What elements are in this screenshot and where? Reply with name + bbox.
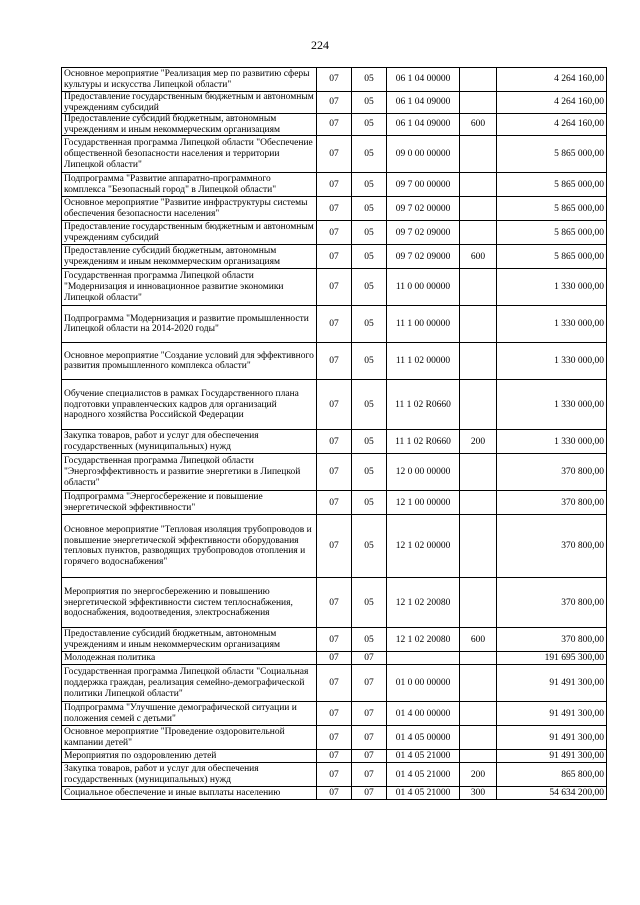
table-row — [62, 197, 607, 221]
row-expense-type — [460, 454, 497, 491]
row-expense-type — [460, 269, 497, 306]
row-subsection: 05 — [352, 454, 387, 491]
row-target-code: 09 7 02 00000 — [387, 197, 460, 221]
table-row — [62, 269, 607, 306]
row-target-code — [387, 652, 460, 665]
row-name: Подпрограмма "Улучшение демографической ситуации и положения семей с детьми" — [62, 702, 317, 726]
row-amount: 4 264 160,00 — [497, 68, 607, 92]
row-target-code: 09 7 00 00000 — [387, 173, 460, 197]
row-subsection: 05 — [352, 92, 387, 114]
row-target-code: 12 1 00 00000 — [387, 491, 460, 515]
row-amount: 865 800,00 — [497, 763, 607, 787]
row-expense-type — [460, 380, 497, 430]
table-row — [62, 665, 607, 702]
row-expense-type: 600 — [460, 628, 497, 652]
table-row — [62, 380, 607, 430]
table-row — [62, 245, 607, 269]
row-target-code: 09 7 02 09000 — [387, 245, 460, 269]
row-name: Подпрограмма "Модернизация и развитие промышленности Липецкой области на 2014-2020 годы" — [62, 306, 317, 343]
table-row — [62, 763, 607, 787]
row-name: Мероприятия по оздоровлению детей — [62, 750, 317, 763]
row-amount: 5 865 000,00 — [497, 173, 607, 197]
row-name: Предоставление государственным бюджетным и автономным учреждениям субсидий — [62, 221, 317, 245]
row-amount: 1 330 000,00 — [497, 380, 607, 430]
row-expense-type — [460, 136, 497, 173]
row-subsection: 05 — [352, 628, 387, 652]
row-amount: 91 491 300,00 — [497, 750, 607, 763]
row-section: 07 — [317, 221, 352, 245]
table-row — [62, 454, 607, 491]
row-target-code: 01 4 05 21000 — [387, 787, 460, 800]
row-name: Государственная программа Липецкой области "Модернизация и инновационное развитие экономики Липецкой области" — [62, 269, 317, 306]
row-expense-type — [460, 578, 497, 628]
row-name: Закупка товаров, работ и услуг для обеспечения государственных (муниципальных) нужд — [62, 430, 317, 454]
row-section: 07 — [317, 491, 352, 515]
row-subsection: 07 — [352, 726, 387, 750]
row-name: Предоставление субсидий бюджетным, автономным учреждениям и иным некоммерческим организациям — [62, 628, 317, 652]
row-subsection: 07 — [352, 763, 387, 787]
row-name: Мероприятия по энергосбережению и повышению энергетической эффективности систем теплоснабжения, водоснабжения, водоотведения, электроснабжения — [62, 578, 317, 628]
row-subsection: 05 — [352, 245, 387, 269]
row-expense-type — [460, 197, 497, 221]
row-amount: 91 491 300,00 — [497, 702, 607, 726]
row-section: 07 — [317, 343, 352, 380]
table-row — [62, 702, 607, 726]
row-name: Предоставление государственным бюджетным и автономным учреждениям субсидий — [62, 92, 317, 114]
row-subsection: 05 — [352, 578, 387, 628]
row-target-code: 01 4 05 00000 — [387, 726, 460, 750]
row-section: 07 — [317, 454, 352, 491]
row-section: 07 — [317, 515, 352, 578]
table-row — [62, 114, 607, 136]
row-subsection: 05 — [352, 221, 387, 245]
row-name: Закупка товаров, работ и услуг для обеспечения государственных (муниципальных) нужд — [62, 763, 317, 787]
row-amount: 370 800,00 — [497, 628, 607, 652]
table-row — [62, 221, 607, 245]
row-target-code: 01 4 05 21000 — [387, 750, 460, 763]
row-section: 07 — [317, 787, 352, 800]
row-expense-type — [460, 221, 497, 245]
row-section: 07 — [317, 380, 352, 430]
row-name: Государственная программа Липецкой области "Энергоэффективность и развитие энергетики в Липецкой области" — [62, 454, 317, 491]
table-row — [62, 628, 607, 652]
row-name: Основное мероприятие "Проведение оздоровительной кампании детей" — [62, 726, 317, 750]
row-target-code: 01 4 00 00000 — [387, 702, 460, 726]
row-subsection: 05 — [352, 380, 387, 430]
row-amount: 5 865 000,00 — [497, 221, 607, 245]
row-target-code: 12 0 00 00000 — [387, 454, 460, 491]
row-expense-type — [460, 343, 497, 380]
row-section: 07 — [317, 628, 352, 652]
row-expense-type — [460, 515, 497, 578]
table-row — [62, 136, 607, 173]
row-target-code: 09 7 02 09000 — [387, 221, 460, 245]
row-amount: 91 491 300,00 — [497, 665, 607, 702]
row-target-code: 09 0 00 00000 — [387, 136, 460, 173]
row-amount: 370 800,00 — [497, 578, 607, 628]
row-subsection: 05 — [352, 343, 387, 380]
table-row — [62, 68, 607, 92]
table-row — [62, 726, 607, 750]
row-section: 07 — [317, 702, 352, 726]
row-name: Предоставление субсидий бюджетным, автономным учреждениям и иным некоммерческим организациям — [62, 114, 317, 136]
row-amount: 1 330 000,00 — [497, 430, 607, 454]
row-subsection: 05 — [352, 515, 387, 578]
row-amount: 1 330 000,00 — [497, 269, 607, 306]
row-name: Основное мероприятие "Создание условий для эффективного развития промышленного комплекса области" — [62, 343, 317, 380]
table-row — [62, 92, 607, 114]
row-target-code: 01 0 00 00000 — [387, 665, 460, 702]
row-section: 07 — [317, 306, 352, 343]
row-subsection: 05 — [352, 430, 387, 454]
table-row — [62, 515, 607, 578]
table-row — [62, 343, 607, 380]
row-section: 07 — [317, 750, 352, 763]
row-amount: 4 264 160,00 — [497, 114, 607, 136]
row-subsection: 07 — [352, 787, 387, 800]
table-row — [62, 491, 607, 515]
row-name: Обучение специалистов в рамках Государственного плана подготовки управленческих кадров для организаций народного хозяйства Российской Федерации — [62, 380, 317, 430]
row-section: 07 — [317, 173, 352, 197]
row-expense-type — [460, 306, 497, 343]
row-section: 07 — [317, 430, 352, 454]
row-expense-type: 200 — [460, 763, 497, 787]
row-expense-type — [460, 665, 497, 702]
row-subsection: 05 — [352, 173, 387, 197]
row-target-code: 06 1 04 09000 — [387, 114, 460, 136]
row-expense-type — [460, 702, 497, 726]
row-expense-type — [460, 173, 497, 197]
table-row — [62, 430, 607, 454]
row-expense-type — [460, 92, 497, 114]
row-subsection: 05 — [352, 114, 387, 136]
row-section: 07 — [317, 114, 352, 136]
row-subsection: 07 — [352, 702, 387, 726]
row-target-code: 12 1 02 00000 — [387, 515, 460, 578]
row-section: 07 — [317, 245, 352, 269]
budget-table-body — [62, 68, 607, 800]
row-subsection: 05 — [352, 197, 387, 221]
row-subsection: 07 — [352, 750, 387, 763]
row-subsection: 05 — [352, 269, 387, 306]
row-name: Государственная программа Липецкой области "Обеспечение общественной безопасности населения и территории Липецкой области" — [62, 136, 317, 173]
row-name: Основное мероприятие "Реализация мер по развитию сферы культуры и искусства Липецкой области" — [62, 68, 317, 92]
row-amount: 4 264 160,00 — [497, 92, 607, 114]
row-amount: 91 491 300,00 — [497, 726, 607, 750]
row-target-code: 11 1 02 R0660 — [387, 380, 460, 430]
row-section: 07 — [317, 92, 352, 114]
table-row — [62, 306, 607, 343]
row-subsection: 05 — [352, 491, 387, 515]
row-name: Подпрограмма "Развитие аппаратно-программного комплекса "Безопасный город" в Липецкой области" — [62, 173, 317, 197]
row-section: 07 — [317, 136, 352, 173]
row-target-code: 12 1 02 20080 — [387, 578, 460, 628]
table-row — [62, 173, 607, 197]
row-section: 07 — [317, 197, 352, 221]
row-amount: 370 800,00 — [497, 491, 607, 515]
row-subsection: 05 — [352, 306, 387, 343]
row-name: Подпрограмма "Энергосбережение и повышение энергетической эффективности" — [62, 491, 317, 515]
row-section: 07 — [317, 726, 352, 750]
row-amount: 191 695 300,00 — [497, 652, 607, 665]
row-subsection: 07 — [352, 652, 387, 665]
row-expense-type — [460, 652, 497, 665]
row-expense-type — [460, 726, 497, 750]
row-expense-type: 300 — [460, 787, 497, 800]
row-section: 07 — [317, 665, 352, 702]
table-row — [62, 750, 607, 763]
row-expense-type — [460, 68, 497, 92]
page-number: 224 — [311, 38, 329, 52]
row-subsection: 05 — [352, 136, 387, 173]
row-amount: 54 634 200,00 — [497, 787, 607, 800]
row-subsection: 05 — [352, 68, 387, 92]
budget-table — [61, 67, 607, 800]
row-section: 07 — [317, 578, 352, 628]
row-amount: 370 800,00 — [497, 515, 607, 578]
table-row — [62, 787, 607, 800]
row-target-code: 12 1 02 20080 — [387, 628, 460, 652]
row-section: 07 — [317, 68, 352, 92]
row-section: 07 — [317, 763, 352, 787]
row-target-code: 06 1 04 00000 — [387, 68, 460, 92]
row-name: Предоставление субсидий бюджетным, автономным учреждениям и иным некоммерческим организациям — [62, 245, 317, 269]
row-name: Молодежная политика — [62, 652, 317, 665]
row-amount: 1 330 000,00 — [497, 306, 607, 343]
row-expense-type: 600 — [460, 245, 497, 269]
row-target-code: 11 1 02 00000 — [387, 343, 460, 380]
row-expense-type — [460, 491, 497, 515]
row-target-code: 11 1 02 R0660 — [387, 430, 460, 454]
row-subsection: 07 — [352, 665, 387, 702]
row-name: Основное мероприятие "Развитие инфраструктуры системы обеспечения безопасности населения" — [62, 197, 317, 221]
row-target-code: 11 1 00 00000 — [387, 306, 460, 343]
row-amount: 370 800,00 — [497, 454, 607, 491]
row-target-code: 11 0 00 00000 — [387, 269, 460, 306]
table-row — [62, 652, 607, 665]
row-name: Основное мероприятие "Тепловая изоляция трубопроводов и повышение энергетической эффективности оборудования тепловых пунктов, разводящих трубопроводов отопления и горячего водоснабжения" — [62, 515, 317, 578]
row-expense-type: 200 — [460, 430, 497, 454]
row-name: Социальное обеспечение и иные выплаты населению — [62, 787, 317, 800]
row-name: Государственная программа Липецкой области "Социальная поддержка граждан, реализация семейно-демографической политики Липецкой области" — [62, 665, 317, 702]
row-section: 07 — [317, 269, 352, 306]
row-amount: 5 865 000,00 — [497, 136, 607, 173]
row-amount: 5 865 000,00 — [497, 197, 607, 221]
row-target-code: 06 1 04 09000 — [387, 92, 460, 114]
row-section: 07 — [317, 652, 352, 665]
row-amount: 5 865 000,00 — [497, 245, 607, 269]
table-row — [62, 578, 607, 628]
row-expense-type: 600 — [460, 114, 497, 136]
row-amount: 1 330 000,00 — [497, 343, 607, 380]
row-target-code: 01 4 05 21000 — [387, 763, 460, 787]
row-expense-type — [460, 750, 497, 763]
